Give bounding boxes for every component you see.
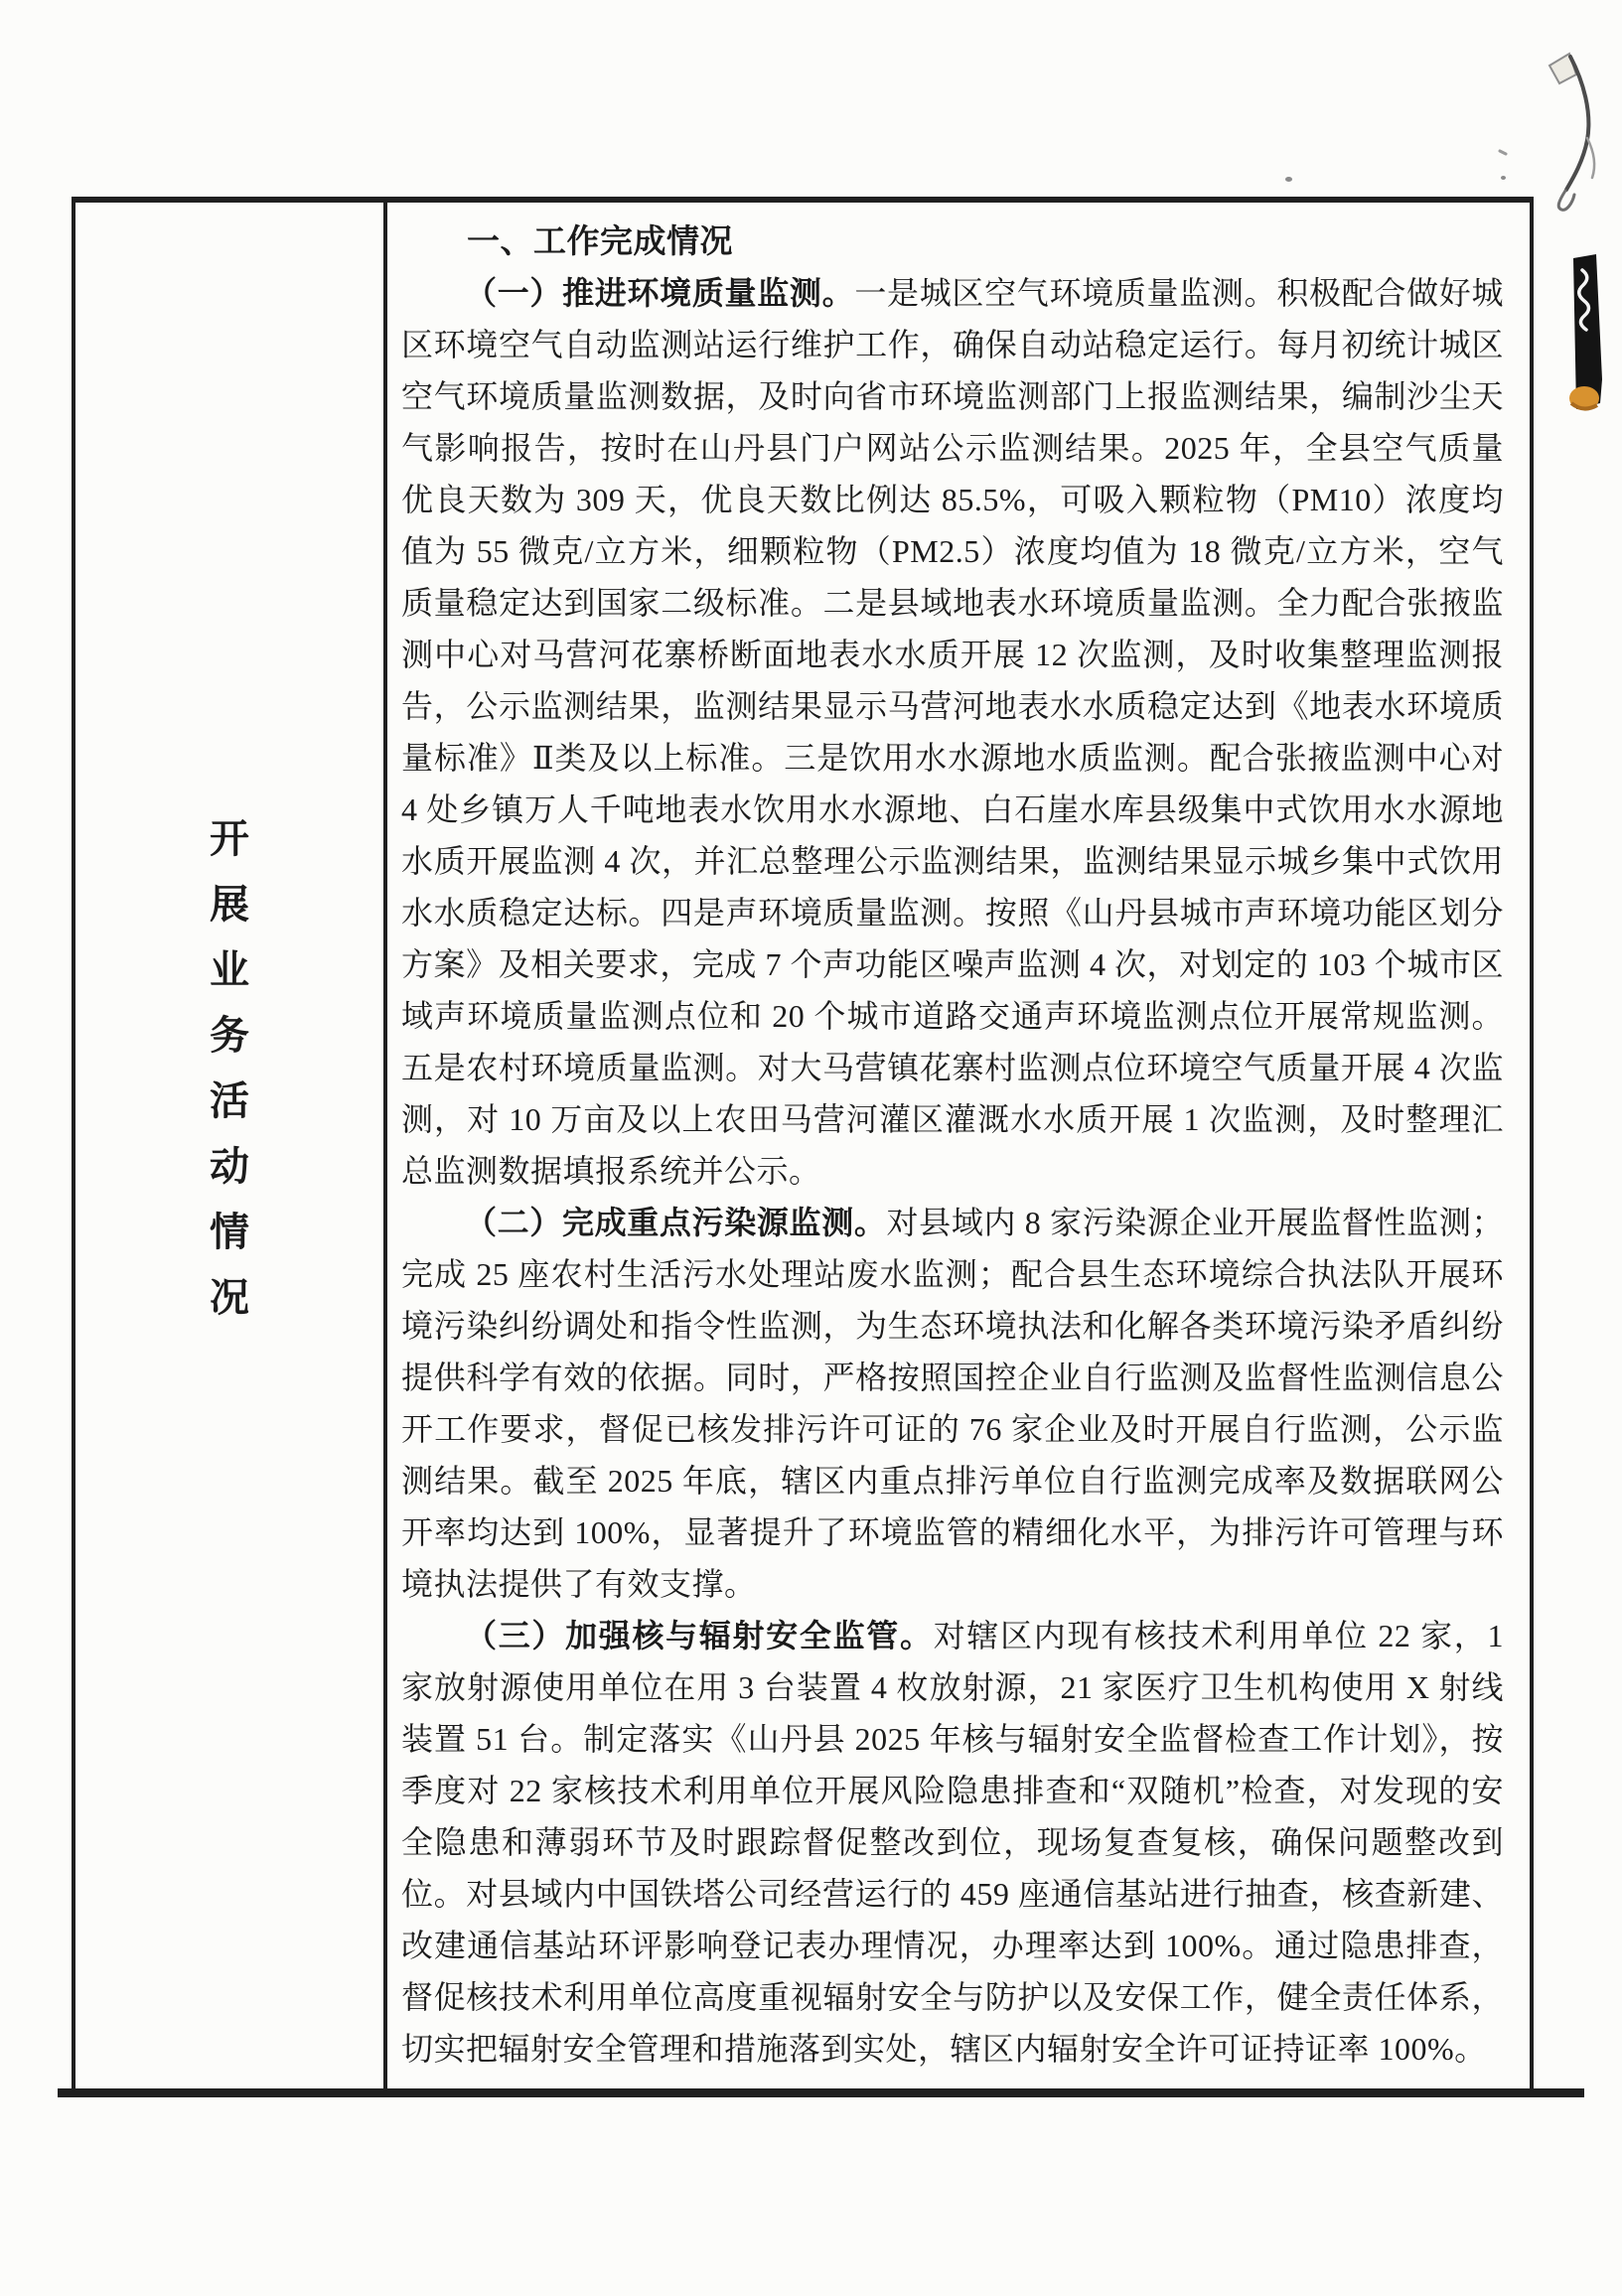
- row-header-cell: [75, 203, 387, 2088]
- paragraph-lead: （二）完成重点污染源监测。: [465, 1205, 887, 1240]
- paragraph-lead: （三）加强核与辐射安全监管。: [465, 1618, 934, 1653]
- content-text: [401, 215, 1504, 2075]
- scan-speck: [1285, 177, 1292, 182]
- left-column-label: [75, 203, 383, 2088]
- content-cell: [387, 203, 1530, 2088]
- document-table: [72, 197, 1534, 2088]
- paragraph-lead: （一）推进环境质量监测。: [465, 275, 855, 311]
- label-character: 展: [210, 882, 249, 927]
- table-bottom-rule: [58, 2088, 1584, 2097]
- pen-mark-artifact: [1500, 54, 1594, 210]
- scan-speck: [1501, 176, 1506, 180]
- section-title: 一、工作完成情况: [467, 222, 733, 259]
- label-character: 情: [210, 1210, 249, 1254]
- label-character: 活: [210, 1078, 249, 1123]
- label-character: 况: [210, 1275, 249, 1320]
- label-character: 开: [210, 816, 249, 861]
- label-character: 动: [210, 1144, 249, 1189]
- label-character: 业: [210, 947, 249, 992]
- ink-smudge-artifact: [1569, 254, 1602, 410]
- paragraph: （一）推进环境质量监测。一是城区空气环境质量监测。积极配合做好城区环境空气自动监测站运行维护工作，确保自动站稳定运行。每月初统计城区空气环境质量监测数据，及时向省市环境监测部门上报监测结果，编制沙尘天气影响报告，按时在山丹县门户网站公示监测结果。2025 年，全县空气质量优良天数为 309 天，优良天数比例达 85.5%，可吸入颗粒物（PM10）浓度均值为 55 微克/立方米，细颗粒物（PM2.5）浓度均值为 18 微克/立方米，空气质量稳定达到国家二级标准。二是县域地表水环境质量监测。全力配合张掖监测中心对马营河花寨桥断面地表水水质开展 12 次监测，及时收集整理监测报告，公示监测结果，监测结果显示马营河地表水水质稳定达到《地表水环境质量标准》Ⅱ类及以上标准。三是饮用水水源地水质监测。配合张掖监测中心对 4 处乡镇万人千吨地表水饮用水水源地、白石崖水库县级集中式饮用水水源地水质开展监测 4 次，并汇总整理公示监测结果，监测结果显示城乡集中式饮用水水质稳定达标。四是声环境质量监测。按照《山丹县城市声环境功能区划分方案》及相关要求，完成 7 个声功能区噪声监测 4 次，对划定的 103 个城市区域声环境质量监测点位和 20 个城市道路交通声环境监测点位开展常规监测。五是农村环境质量监测。对大马营镇花寨村监测点位环境空气质量开展 4 次监测，对 10 万亩及以上农田马营河灌区灌溉水水质开展 1 次监测，及时整理汇总监测数据填报系统并公示。: [401, 275, 1504, 1189]
- label-character: 务: [210, 1013, 249, 1058]
- paragraph: （二）完成重点污染源监测。对县域内 8 家污染源企业开展监督性监测；完成 25 座农村生活污水处理站废水监测；配合县生态环境综合执法队开展环境污染纠纷调处和指令性监测，为生态环境执法和化解各类环境污染矛盾纠纷提供科学有效的依据。同时，严格按照国控企业自行监测及监督性监测信息公开工作要求，督促已核发排污许可证的 76 家企业及时开展自行监测，公示监测结果。截至 2025 年底，辖区内重点排污单位自行监测完成率及数据联网公开率均达到 100%，显著提升了环境监管的精细化水平，为排污许可管理与环境执法提供了有效支撑。: [401, 1205, 1504, 1602]
- paragraphs: [401, 267, 1504, 2075]
- paragraph: （三）加强核与辐射安全监管。对辖区内现有核技术利用单位 22 家，1 家放射源使用单位在用 3 台装置 4 枚放射源，21 家医疗卫生机构使用 X 射线装置 51 台。制定落实《山丹县 2025 年核与辐射安全监督检查工作计划》，按季度对 22 家核技术利用单位开展风险隐患排查和“双随机”检查，对发现的安全隐患和薄弱环节及时跟踪督促整改到位，现场复查复核，确保问题整改到位。对县域内中国铁塔公司经营运行的 459 座通信基站进行抽查，核查新建、改建通信基站环评影响登记表办理情况，办理率达到 100%。通过隐患排查，督促核技术利用单位高度重视辐射安全与防护以及安保工作，健全责任体系，切实把辐射安全管理和措施落到实处，辖区内辐射安全许可证持证率 100%。: [401, 1618, 1504, 2067]
